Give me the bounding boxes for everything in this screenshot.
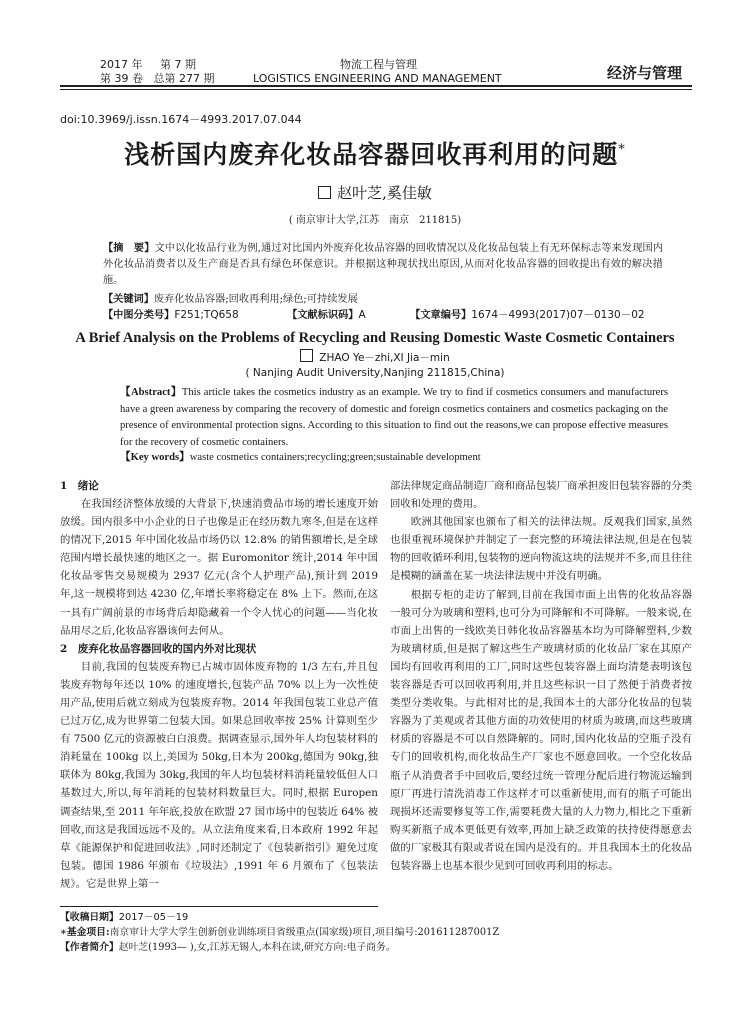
doc-code-value: A xyxy=(358,309,366,321)
keywords-cn-label: 【关键词】 xyxy=(103,293,154,305)
fund-value: 南京审计大学大学生创新创业训练项目省级重点(国家级)项目,项目编号:201611287001Z xyxy=(109,927,500,938)
author-en-box-icon xyxy=(300,349,313,362)
authors-en xyxy=(0,349,750,365)
title-en: A Brief Analysis on the Problems of Recycling and Reusing Domestic Waste Cosmetic Containers xyxy=(75,330,675,346)
classification-row xyxy=(103,307,663,324)
issue-volume-line xyxy=(100,71,215,86)
journal-name-cn: 物流工程与管理 xyxy=(340,58,417,71)
footnotes xyxy=(60,910,692,955)
keywords-en xyxy=(120,450,668,466)
received-label: 【收稿日期】 xyxy=(60,912,119,923)
fund-project xyxy=(60,925,692,940)
keywords-en-text: waste cosmetics containers;recycling;green;sustainable development xyxy=(189,452,481,463)
keywords-cn-text: 废弃化妆品容器;回收再利用;绿色;可持续发展 xyxy=(153,294,358,305)
clc-value: F251;TQ658 xyxy=(174,309,239,321)
affiliation-en: ( Nanjing Audit University,Nanjing 211815,China) xyxy=(245,367,505,379)
section-2-paragraph: 目前,我国的包装废弃物已占城市固体废弃物的 1/3 左右,并且包装废弃物每年还以 10% 的速度增长,包装产品 70% 以上为一次性使用产品,使用后就立刻成为包装废弃物。2014 年我国包装工业总产值已过万亿,成为世界第二包装大国。如果总回收率按 25% 计算则至少有 7500 亿元的资源被白白浪费。据调查显示,国外年人均包装材料的消耗量在 100kg 以上,美国为 50kg,日本为 200kg,德国为 90kg,独联体为 80kg,我国为 30kg,我国的年人均包装材料消耗量较低但人口基数过大,所以,每年消耗的包装材料数量巨大。同时,根据 Europen 调查结果,至 2011 年年底,投放在欧盟 27 国市场中的包装近 64% 被回收,而这是我国远远不及的。从立法角度来看,日本政府 1992 年起草《能源保护和促进回收法》,同时还制定了《包装新指引》避免过度包装。德国 1986 年颁布《垃圾法》,1991 年 6 月颁布了《包装法规》。它是世界上第一 xyxy=(60,660,378,890)
section-2-heading: 2 废弃化妆品容器回收的国内外对比现状 xyxy=(60,642,257,655)
doc-code-label: 【文献标识码】 xyxy=(287,309,359,321)
authors-cn xyxy=(0,182,750,203)
legislation-paragraph: 欧洲其他国家也颁布了相关的法律法规。反观我们国家,虽然也很重视环境保护并制定了一套完整的环境法律法规,但是在包装物的回收循环利用,包装物的逆向物流这块的法规并不多,而且往往是模糊的涵盖在某一块法律法规中并没有明确。 xyxy=(390,516,692,583)
author-bio-value: 赵叶芝(1993— ),女,江苏无锡人,本科在读,研究方向:电子商务。 xyxy=(118,942,396,953)
title-text: 浅析国内废弃化妆品容器回收再利用的问题 xyxy=(124,140,619,169)
author-box-icon xyxy=(318,186,331,199)
authors-cn-text: 赵叶芝,奚佳敏 xyxy=(337,184,432,202)
body-column-left xyxy=(60,477,378,893)
author-bio xyxy=(60,940,692,955)
clc-label: 【中图分类号】 xyxy=(103,309,175,321)
received-value: 2017－05－19 xyxy=(118,912,189,923)
issue-number: 第 7 期 xyxy=(159,58,196,71)
section-1-paragraph: 在我国经济整体放缓的大背景下,快速消费品市场的增长速度开始放缓。国内很多中小企业的日子也像是正在经历数九寒冬,但是在这样的情况下,2015 年中国化妆品市场仍以 12.8% 的销售额增长,是全球范围内增长最快速的地区之一。据 Euromonitor 统计,2014 年中国化妆品零售交易规模为 2937 亿元(含个人护理产品),预计到 2019 年,这一规模将到达 4230 亿,年增长率将稳定在 8% 上下。然而,在这一具有广阔前景的市场背后却隐藏着一个令人忧心的问题——当化妆品用尽之后,化妆品容器该何去何从。 xyxy=(60,498,378,637)
abstract-cn-label: 【摘 要】 xyxy=(103,242,155,254)
abstract-en-label: 【Abstract】 xyxy=(120,387,182,398)
abstract-en xyxy=(120,385,668,451)
footnote-rule xyxy=(60,906,378,907)
affiliation-cn: ( 南京审计大学,江苏 南京 211815) xyxy=(288,215,462,226)
issue-volume: 第 39 卷 xyxy=(100,72,143,85)
section-tag: 经济与管理 xyxy=(607,64,683,82)
survey-paragraph: 根据专柜的走访了解到,目前在我国市面上出售的化妆品容器一般可分为玻璃和塑料,也可分为可降解和不可降解。一般来说,在市面上出售的一线欧美日韩化妆品容器基本均为可降解塑料,少数为玻璃材质,但是据了解这些生产玻璃材质的化妆品厂家在其原产国均有回收再利用的工厂,同时这些包装容器上面均清楚表明该包装容器是否可以回收再利用,并且这些标识一目了然便于消费者按类型分类收集。与此相对比的是,我国本土的大部分化妆品的包装容器为了美观或者其他方面的功效使用的材质为玻璃,而这些玻璃材质的容器是不可以自然降解的。同时,国内化妆品的空瓶子没有专门的回收机构,而化妆品生产厂家也不愿意回收。一个空化妆品瓶子从消费者手中回收后,要经过统一管理分配后进行物流运输到原厂再进行清洗消毒工作这样才可以重新使用,而有的瓶子可能出现损坏还需要修复等工作,需要耗费大量的人力物力,相比之下重新购买新瓶子成本更低更有效率,再加上缺乏政策的扶持使得愿意去做的厂家极其有限或者说在国内是没有的。并且我国本土的化妆品包装容器上也基本很少见到可回收再利用的标志。 xyxy=(390,588,692,872)
author-bio-label: 【作者简介】 xyxy=(60,942,119,953)
keywords-cn xyxy=(103,291,663,308)
header-rule-thin xyxy=(60,89,692,90)
issue-year-line xyxy=(100,57,196,72)
abstract-en-text: This article takes the cosmetics industry as an example. We try to find if cosmetics consumers and manufacturers have a green awareness by comparing the recovery of domestic and foreign cosmetics containers and cosmetics packaging on the presence of environmental protection signs. According to this situation to find out the reasons,we can propose effective measures for the recovery of cosmetic containers. xyxy=(120,387,668,448)
section-1-heading: 1 绪论 xyxy=(60,480,99,492)
journal-name-en: LOGISTICS ENGINEERING AND MANAGEMENT xyxy=(253,72,502,85)
abstract-cn xyxy=(103,240,663,289)
section-2-continued-paragraph: 部法律规定商品制造厂商和商品包装厂商承担废旧包装容器的分类回收和处理的费用。 xyxy=(390,480,692,511)
fund-label: ∗基金项目: xyxy=(60,927,110,938)
header-rule-thick xyxy=(60,85,692,87)
doi: doi:10.3969/j.issn.1674－4993.2017.07.044 xyxy=(60,113,302,126)
body-column-right xyxy=(390,477,692,875)
received-date xyxy=(60,910,692,925)
issue-year: 2017 年 xyxy=(100,58,143,71)
authors-en-text: ZHAO Ye－zhi,XI Jia－min xyxy=(319,352,450,364)
article-number-label: 【文章编号】 xyxy=(410,309,472,321)
abstract-cn-text: 文中以化妆品行业为例,通过对比国内外废弃化妆品容器的回收情况以及化妆品包装上有无环保标志等来发现国内外化妆品消费者以及生产商是否具有绿色环保意识。并根据这种现状找出原因,从而对化妆品容器的回收提出有效的解决措施。 xyxy=(103,243,664,286)
article-number-value: 1674－4993(2017)07－0130－02 xyxy=(471,309,645,321)
issue-total: 总第 277 期 xyxy=(153,72,215,85)
page-title xyxy=(0,135,750,171)
title-footnote-mark: * xyxy=(618,142,626,158)
keywords-en-label: 【Key words】 xyxy=(120,452,190,463)
